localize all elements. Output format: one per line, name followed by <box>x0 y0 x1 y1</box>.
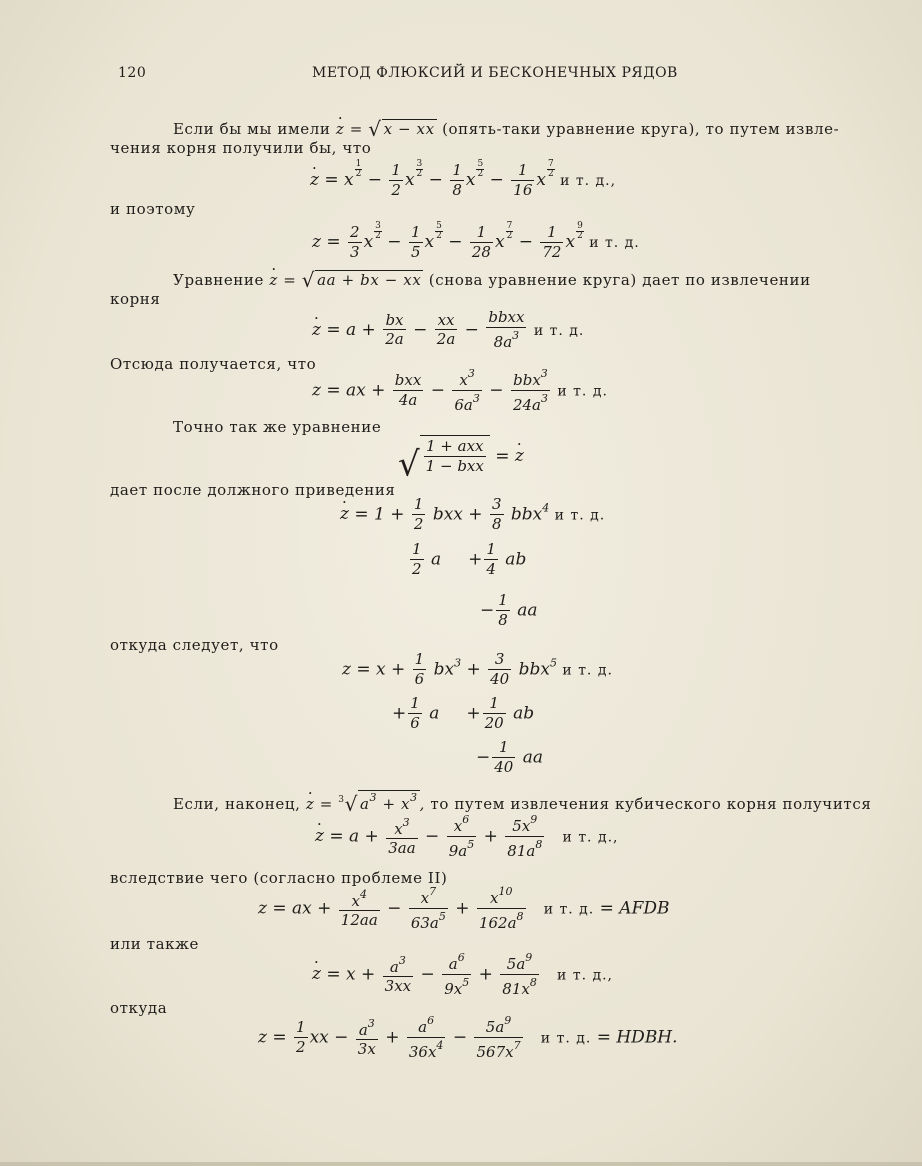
running-title: МЕТОД ФЛЮКСИЙ И БЕСКОНЕЧНЫХ РЯДОВ <box>312 65 678 81</box>
consequently-label: вследствие чего (согласно проблеме II) <box>110 869 448 887</box>
equation-10: · z = x + $\frac{a^3}{3xx}$ − $\frac{a^6}{9x^5}$ + $\frac{5a^9}{81x^8}$ и т. д., <box>312 952 613 998</box>
hence-label: Отсюда получается, что <box>110 355 317 373</box>
paragraph-3-after: дает после должного приведения <box>110 481 396 499</box>
equation-11: z = $\frac{1}{2}$ xx − $\frac{a^3}{3x}$ + $\frac{a^6}{36x^4}$ − $\frac{5a^9}{567x^7}$ и т. д. = HDBH. <box>258 1014 678 1061</box>
equation-6: · z = 1 + $\frac{1}{2}$ bxx + $\frac{3}{8}$ bbx$^4$ и т. д. <box>340 497 605 533</box>
equation-7-row-3: − $\frac{1}{40}$ aa <box>476 738 544 776</box>
equation-7: z = x + $\frac{1}{6}$ $bx^3$ + $\frac{3}{40}$ bbx$^5$ и т. д. <box>342 650 613 688</box>
equation-cubic: · z = $^3$√ $a^3 + x^3$ , <box>306 795 425 813</box>
paragraph-3: Точно так же уравнение <box>173 418 382 436</box>
paragraph-1-line-2: чения корня получили бы, что <box>110 139 372 157</box>
whence-2-label: откуда <box>110 999 168 1017</box>
whence-label: откуда следует, что <box>110 636 279 654</box>
equation-2: z = $\frac{2}{3}$ x $\frac{3}{2}$ − $\frac{1}{5}$ x $\frac{5}{2}$ − $\frac{1}{28}$ x $\frac{7}{2}$ − $\frac{1}{72}$ x $\frac{9}{2}$ и т. д. <box>312 221 640 261</box>
equation-6-row-3: − $\frac{1}{8}$ aa <box>480 591 538 629</box>
paragraph-2-line-2: корня <box>110 290 161 308</box>
equation-9: z = ax + $\frac{x^4}{12aa}$ − $\frac{x^7}{63a^5}$ + $\frac{x^{10}}{162a^8}$ и т. д. = AFDB <box>258 885 670 932</box>
or-also-label: или также <box>110 935 199 953</box>
equation-7-row-2: + $\frac{1}{6}$ a + $\frac{1}{20}$ ab <box>392 694 535 732</box>
equation-circle-1: · z = √ x − xx <box>336 120 437 138</box>
equation-8: · z = a + $\frac{x^3}{3aa}$ − $\frac{x^6}{9a^5}$ + $\frac{5x^9}{81a^8}$ и т. д., <box>315 814 618 860</box>
equation-1: · z = x $\frac{1}{2}$ − $\frac{1}{2}$ x $\frac{3}{2}$ − $\frac{1}{8}$ x $\frac{5}{2}$ − $\frac{1}{16}$ x $\frac{7}{2}$ и т. д., <box>310 160 616 198</box>
page-bottom-edge <box>0 1162 922 1166</box>
equation-3: · z = a + $\frac{bx}{2a}$ − $\frac{xx}{2a}$ − $\frac{\text{bbxx}}{8a^3}$ и т. д. <box>312 310 584 351</box>
and-so-label: и поэтому <box>110 200 196 218</box>
equation-circle-2: · z = √ aa + bx − xx <box>269 271 423 289</box>
paragraph-1-line-1: Если бы мы имели · z = √ x − xx (опять-таки уравнение круга), то путем извле- <box>173 117 839 141</box>
page-number: 120 <box>118 65 147 81</box>
paragraph-4-line-1: Если, наконец, · z = $^3$√ $a^3 + x^3$ , то путем извлечения кубического корня получится <box>173 790 871 816</box>
equation-5: √ $\frac{\text{1 + axx}}{\text{1 − bxx}}$ = · z <box>398 435 524 481</box>
equation-4: z = ax + $\frac{\text{bxx}}{4a}$ − $\frac{x^3}{6a^3}$ − $\frac{bbx^3}{24a^3}$ и т. д. <box>312 367 608 414</box>
paragraph-2-line-1: Уравнение · z = √ aa + bx − xx (снова уравнение круга) дает по извлечении <box>173 268 811 292</box>
equation-6-row-2: $\frac{1}{2}$ a + $\frac{1}{4}$ ab <box>412 540 527 578</box>
